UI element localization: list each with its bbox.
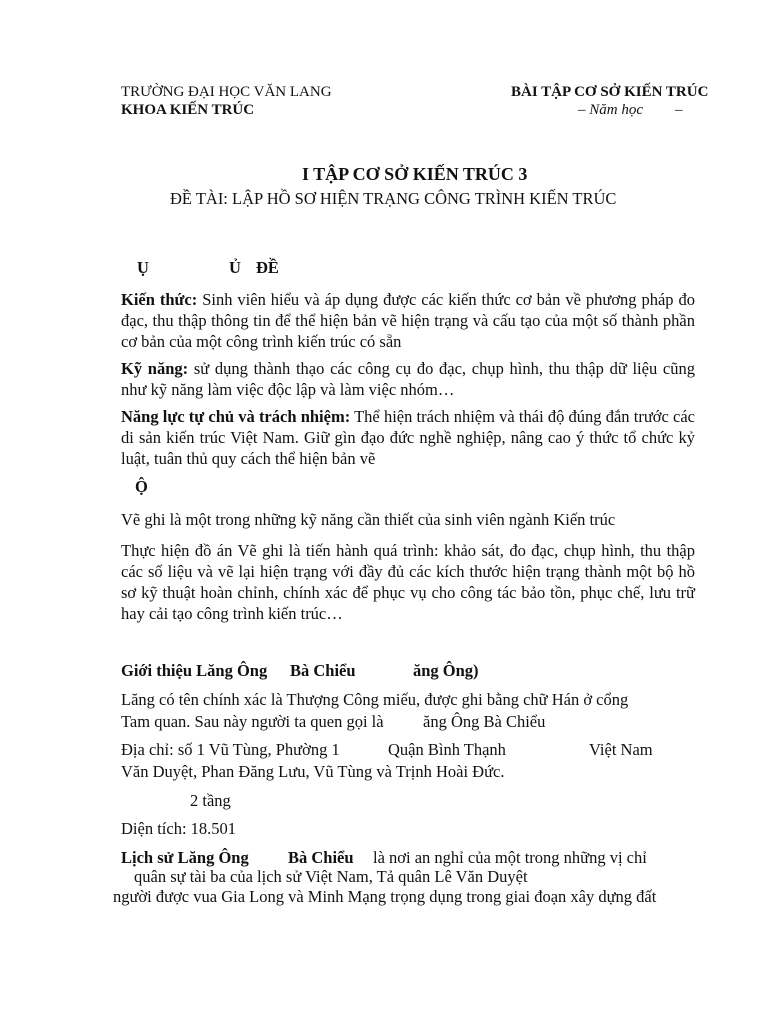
section3-heading-part-c: ăng Ông): [413, 661, 479, 680]
skills-paragraph: [121, 358, 695, 400]
section3-heading-part-a: Giới thiệu Lăng Ông: [121, 661, 268, 680]
section2-heading: Ộ: [135, 477, 148, 496]
ability-text: Thể hiện trách nhiệm và thái độ đúng đắn trước các di sản kiến trúc Việt Nam. Giữ gìn đạo đức nghề nghiệp, nâng cao ý thức tổ chức kỷ luật, tuân thủ quy cách thể hiện bản vẽ: [121, 407, 695, 468]
course-name: BÀI TẬP CƠ SỞ KIẾN TRÚC: [511, 84, 709, 100]
section3-heading-part-b: Bà Chiểu: [290, 661, 356, 680]
knowledge-label: Kiến thức:: [121, 290, 198, 309]
knowledge-text: Sinh viên hiểu và áp dụng được các kiến thức cơ bản về phương pháp đo đạc, thu thập thông tin để thể hiện bản vẽ hiện trạng và cấu tạo của một số thành phần cơ bản của một công trình kiến trúc có sẵn: [121, 290, 695, 351]
faculty-name: KHOA KIẾN TRÚC: [121, 102, 255, 118]
section1-heading-part-b: Ủ: [229, 258, 241, 277]
ability-paragraph: [121, 406, 695, 469]
intro-line-2: Tam quan. Sau này người ta quen gọi là: [121, 712, 384, 731]
school-year-dash: –: [675, 102, 683, 118]
history-label-part-b: Bà Chiểu: [288, 848, 354, 867]
ability-label: Năng lực tự chủ và trách nhiệm:: [121, 407, 351, 426]
address-streets: Văn Duyệt, Phan Đăng Lưu, Vũ Tùng và Trịnh Hoài Đức.: [121, 762, 505, 781]
section2-paragraph-1: Vẽ ghi là một trong những kỹ năng cần thiết của sinh viên ngành Kiến trúc: [121, 510, 616, 529]
history-line-3: người được vua Gia Long và Minh Mạng trọng dụng trong giai đoạn xây dựng đất: [113, 887, 657, 906]
skills-text: sử dụng thành thạo các công cụ đo đạc, chụp hình, thu thập dữ liệu cũng như kỹ năng làm việc độc lập và làm việc nhóm…: [121, 359, 695, 399]
address-part-b: Quận Bình Thạnh: [388, 740, 506, 759]
section1-heading-part-c: ĐỀ: [256, 258, 279, 277]
history-label-part-a: Lịch sử Lăng Ông: [121, 848, 249, 867]
school-year-label: – Năm học: [578, 102, 643, 118]
knowledge-paragraph: [121, 289, 695, 352]
history-line-1: là nơi an nghỉ của một trong những vị chỉ: [373, 848, 647, 867]
section2-paragraph-2: Thực hiện đồ án Vẽ ghi là tiến hành quá trình: khảo sát, đo đạc, chụp hình, thu thập các số liệu và vẽ lại hiện trạng với đầy đủ các kích thước hiện trạng thành một bộ hồ sơ kỹ thuật hoàn chỉnh, chính xác để phục vụ cho công tác bảo tồn, phục chế, lưu trữ hay cải tạo công trình kiến trúc…: [121, 541, 695, 623]
section1-heading-part-a: Ụ: [137, 258, 149, 277]
history-line-2: quân sự tài ba của lịch sử Việt Nam, Tả quân Lê Văn Duyệt: [134, 867, 528, 886]
area-text: Diện tích: 18.501: [121, 819, 237, 838]
skills-label: Kỹ năng:: [121, 359, 189, 378]
document-subtitle: ĐỀ TÀI: LẬP HỒ SƠ HIỆN TRẠNG CÔNG TRÌNH KIẾN TRÚC: [170, 189, 617, 208]
address-part-c: Việt Nam: [589, 740, 653, 759]
intro-line-1: Lăng có tên chính xác là Thượng Công miếu, được ghi bằng chữ Hán ở cổng: [121, 690, 629, 709]
school-name: TRƯỜNG ĐẠI HỌC VĂN LANG: [121, 84, 332, 100]
document-title: I TẬP CƠ SỞ KIẾN TRÚC 3: [302, 164, 528, 184]
intro-line-2b: ăng Ông Bà Chiểu: [423, 712, 546, 731]
floors-text: 2 tầng: [190, 791, 231, 810]
address-part-a: Địa chỉ: số 1 Vũ Tùng, Phường 1: [121, 740, 340, 759]
